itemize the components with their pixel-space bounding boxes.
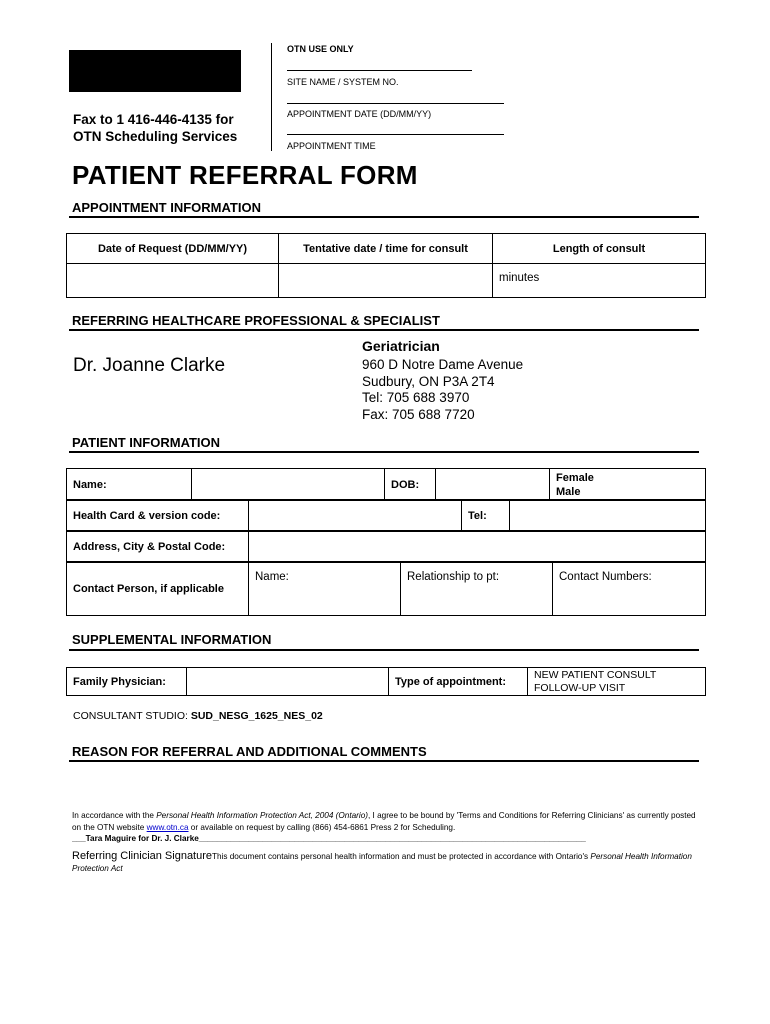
specialty: Geriatrician: [362, 338, 440, 354]
patient-name-input[interactable]: [192, 469, 385, 501]
page-title: PATIENT REFERRAL FORM: [72, 160, 418, 190]
legal-part-1: In accordance with the: [72, 811, 157, 820]
patient-table-row-2: [66, 499, 706, 532]
appointment-date-label: APPOINTMENT DATE (DD/MM/YY): [287, 109, 432, 119]
patient-tel-input[interactable]: [510, 500, 706, 532]
patient-tel-label: Tel:: [462, 500, 510, 532]
address-input[interactable]: [249, 531, 706, 563]
otn-logo-block: [69, 50, 241, 92]
fax-instructions: [73, 111, 237, 145]
consultant-studio: [73, 710, 323, 722]
type-new-patient[interactable]: NEW PATIENT CONSULT: [534, 668, 657, 681]
length-of-consult-input[interactable]: [493, 264, 706, 298]
site-name-field[interactable]: [287, 70, 472, 71]
type-of-appointment-label: Type of appointment:: [389, 668, 528, 696]
referring-heading: REFERRING HEALTHCARE PROFESSIONAL & SPECIALIST: [72, 313, 440, 328]
dob-input[interactable]: [436, 469, 550, 501]
specialist-tel: Tel: 705 688 3970: [362, 390, 470, 405]
contact-name-label: Name:: [255, 571, 289, 583]
privacy-notice: This document contains personal health information and must be protected in accordance with Ontario's: [212, 852, 591, 861]
family-physician-input[interactable]: [187, 668, 389, 696]
consultant-studio-label: CONSULTANT STUDIO:: [73, 710, 191, 722]
type-of-appointment-options[interactable]: [528, 668, 706, 696]
gender-female[interactable]: Female: [556, 471, 594, 484]
reason-rule: [69, 760, 699, 762]
specialist-fax: Fax: 705 688 7720: [362, 406, 475, 422]
length-of-consult-header: Length of consult: [493, 234, 706, 264]
legal-agreement: [72, 810, 700, 834]
patient-rule: [69, 451, 699, 453]
consultant-studio-value: SUD_NESG_1625_NES_02: [190, 710, 323, 722]
specialist-address: [362, 357, 523, 423]
contact-numbers-label: Contact Numbers:: [559, 571, 652, 583]
gender-male[interactable]: Male: [556, 485, 581, 498]
patient-table-row-1: [66, 468, 706, 501]
site-name-label: SITE NAME / SYSTEM NO.: [287, 77, 399, 87]
appointment-table: [66, 233, 706, 298]
relationship-label: Relationship to pt:: [407, 571, 500, 583]
address-label: Address, City & Postal Code:: [67, 531, 249, 563]
tentative-date-header: Tentative date / time for consult: [279, 234, 493, 264]
signer-line[interactable]: ___Tara Maguire for Dr. J. Clarke_____________________________________________________________________________________: [72, 834, 586, 843]
legal-part-2: , I agree to be bound by 'Terms and Conditions for Referring Clinicians' as currently posted on the OTN website: [72, 811, 696, 832]
legal-part-3: or available on request by calling (866) 454-6861 Press 2 for Scheduling.: [188, 823, 456, 832]
type-follow-up[interactable]: FOLLOW-UP VISIT: [534, 681, 626, 694]
contact-numbers-input[interactable]: [553, 562, 706, 616]
reason-heading: REASON FOR REFERRAL AND ADDITIONAL COMMENTS: [72, 744, 427, 759]
patient-name-label: Name:: [67, 469, 192, 501]
appointment-time-label: APPOINTMENT TIME: [287, 141, 376, 151]
appointment-time-field[interactable]: [287, 134, 504, 135]
otn-use-only-label: OTN USE ONLY: [287, 44, 354, 54]
contact-person-label: Contact Person, if applicable: [67, 562, 249, 616]
signature-label: Referring Clinician Signature: [72, 850, 213, 862]
patient-table-row-3: [66, 530, 706, 563]
doctor-name: Dr. Joanne Clarke: [73, 355, 226, 376]
health-card-input[interactable]: [249, 500, 462, 532]
dob-label: DOB:: [385, 469, 436, 501]
date-of-request-header: Date of Request (DD/MM/YY): [67, 234, 279, 264]
appointment-rule: [69, 216, 699, 218]
family-physician-label: Family Physician:: [67, 668, 187, 696]
fax-line-1: Fax to 1 416-446-4135 for: [73, 112, 234, 127]
minutes-label: minutes: [499, 272, 540, 284]
otn-website-link[interactable]: www.otn.ca: [146, 823, 189, 832]
supplemental-heading: SUPPLEMENTAL INFORMATION: [72, 632, 272, 647]
health-card-label: Health Card & version code:: [67, 500, 249, 532]
referring-rule: [69, 329, 699, 331]
signature-block: [72, 850, 700, 875]
relationship-input[interactable]: [401, 562, 553, 616]
legal-act-name: Personal Health Information Protection Act, 2004 (Ontario): [156, 811, 368, 820]
privacy-act-name: Personal Health Information Protection Act: [72, 852, 692, 873]
patient-table-row-4: [66, 561, 706, 616]
date-of-request-input[interactable]: [67, 264, 279, 298]
header-divider: [271, 43, 272, 151]
address-line-1: 960 D Notre Dame Avenue: [362, 357, 524, 372]
contact-name-input[interactable]: [249, 562, 401, 616]
supplemental-rule: [69, 649, 699, 651]
address-line-2: Sudbury, ON P3A 2T4: [362, 373, 495, 389]
appointment-heading: APPOINTMENT INFORMATION: [72, 200, 261, 215]
gender-options[interactable]: [550, 469, 706, 501]
supplemental-table: [66, 667, 706, 696]
patient-heading: PATIENT INFORMATION: [72, 435, 221, 450]
appointment-date-field[interactable]: [287, 103, 504, 104]
tentative-date-input[interactable]: [279, 264, 493, 298]
fax-line-2: OTN Scheduling Services: [73, 129, 238, 144]
